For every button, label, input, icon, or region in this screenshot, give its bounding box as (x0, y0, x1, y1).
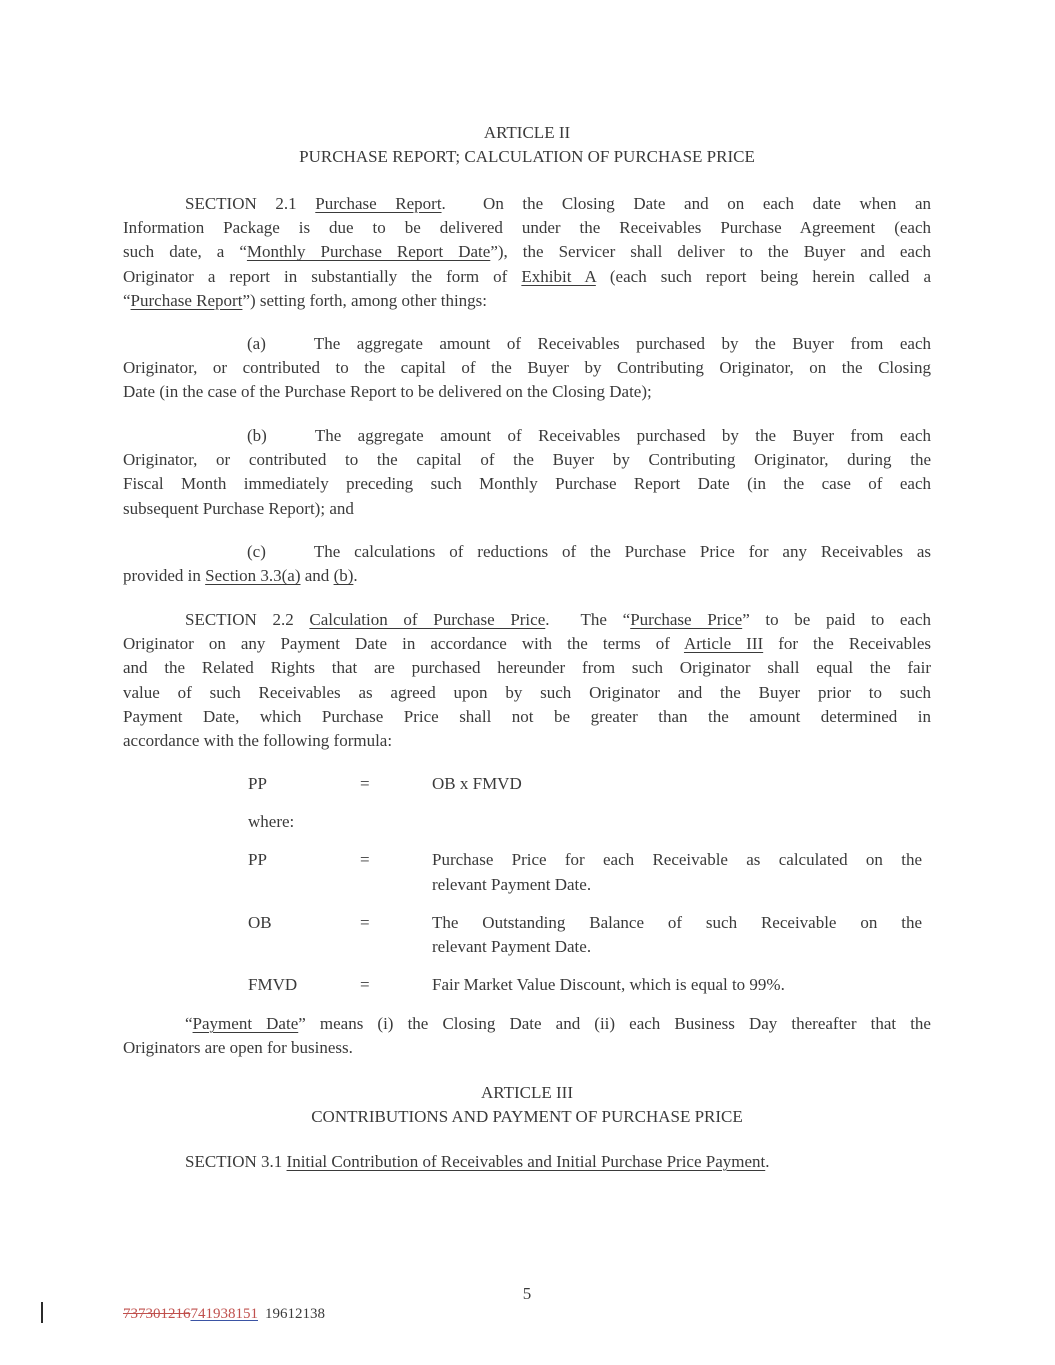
text-line (123, 497, 931, 521)
underlined-text: Monthly Purchase Report Date (246, 242, 491, 262)
text-segment: Date (in the case of the Purchase Report to be delivered on the Closing Date); (123, 382, 652, 402)
text-segment: ARTICLE II (483, 123, 571, 142)
text-segment: Payment Date, which Purchase Price shall not be greater than the amount determined in (123, 706, 931, 726)
text-line (123, 240, 931, 264)
text-segment: Originator on any Payment Date in accordance with the terms of (123, 634, 684, 654)
text-segment: “ (185, 1014, 193, 1033)
text-line (123, 608, 931, 632)
text-line (123, 356, 931, 380)
text-segment: SECTION 3.1 (185, 1152, 287, 1171)
underlined-text: Purchase Report (130, 290, 243, 310)
text-line (123, 705, 931, 729)
text-segment: ARTICLE III (481, 1083, 573, 1102)
formula-definition (432, 911, 922, 959)
text-line (123, 540, 931, 564)
text-line (123, 729, 931, 753)
formula-term: where: (248, 812, 295, 832)
text-line (123, 1105, 931, 1129)
text-line (123, 472, 931, 496)
text-segment: (each such report being herein called a (595, 266, 932, 286)
formula-definition (432, 848, 922, 896)
page-number: 5 (522, 1284, 532, 1303)
text-segment: (b) (247, 426, 267, 445)
underlined-text: Initial Contribution of Receivables and Initial Purchase Price Payment (286, 1152, 766, 1171)
inserted-document-id: 741938151 (190, 1306, 258, 1322)
text-segment: . (765, 1152, 770, 1171)
equals-sign: = (360, 912, 370, 932)
article-iii-heading (123, 1081, 931, 1129)
text-segment: . (353, 566, 358, 586)
text-line (123, 1012, 931, 1036)
text-segment: . On the Closing Date and on each date when an (441, 194, 932, 213)
underlined-text: Calculation of Purchase Price (309, 610, 546, 629)
purchase-price-formula-block (248, 772, 928, 997)
formula-term: OB (248, 912, 272, 932)
text-segment: for the Receivables (763, 634, 931, 654)
formula-term: PP (248, 774, 267, 793)
formula-term: PP (248, 850, 267, 870)
section-2-2-paragraph (123, 608, 931, 753)
underlined-text: (b) (333, 566, 354, 586)
text-segment: ” means (i) the Closing Date and (ii) each Business Day thereafter that the (298, 1014, 931, 1033)
text-segment: ”) setting forth, among other things: (242, 290, 488, 310)
text-segment: (a) (247, 334, 266, 353)
document-id-line (123, 1306, 325, 1323)
text-line: The Outstanding Balance of such Receivable on the (432, 912, 922, 932)
text-segment: accordance with the following formula: (123, 731, 393, 751)
text-line (123, 121, 931, 145)
text-line: OB x FMVD (432, 774, 522, 793)
text-segment: Originator, or contributed to the capital of the Buyer by Contributing Originator, during the (123, 450, 931, 470)
text-line (123, 1036, 931, 1060)
text-segment: Fiscal Month immediately preceding such Monthly Purchase Report Date (in the case of each (123, 474, 931, 494)
text-segment: Originator, or contributed to the capital of the Buyer by Contributing Originator, on the Closing (123, 358, 931, 378)
deleted-document-id: 737301216 (123, 1306, 191, 1322)
formula-row (248, 848, 928, 896)
equals-sign: = (360, 850, 370, 870)
document-id: 19612138 (265, 1306, 325, 1322)
section-2-1-paragraph (123, 192, 931, 313)
text-segment: ” to be paid to each (742, 610, 932, 629)
subsection-b-paragraph (123, 424, 931, 521)
underlined-text: Purchase Report (315, 194, 442, 213)
text-segment: . The “ (545, 610, 631, 629)
text-segment: Originators are open for business. (123, 1038, 353, 1058)
text-segment: subsequent Purchase Report); and (123, 498, 354, 518)
text-line: Fair Market Value Discount, which is equal to 99%. (432, 975, 785, 995)
formula-row (248, 810, 928, 834)
subsection-a-paragraph (123, 332, 931, 405)
text-segment: Information Package is due to be delivered under the Receivables Purchase Agreement (each (123, 218, 931, 238)
text-line (123, 448, 931, 472)
text-line (123, 1081, 931, 1105)
text-segment: and (300, 566, 334, 586)
underlined-text: Article III (683, 634, 764, 654)
text-line (123, 265, 931, 289)
underlined-text: Payment Date (192, 1014, 299, 1033)
text-segment: The aggregate amount of Receivables purchased by the Buyer from each (314, 426, 931, 445)
text-line (123, 289, 931, 313)
formula-term: FMVD (248, 975, 298, 995)
formula-row (248, 911, 928, 959)
text-line (123, 192, 931, 216)
text-segment: ”), the Servicer shall deliver to the Buyer and each (490, 242, 931, 262)
underlined-text: Section 3.3(a) (205, 566, 301, 586)
text-line (123, 424, 931, 448)
section-3-1-paragraph (123, 1150, 931, 1174)
text-segment: “ (123, 290, 131, 310)
text-segment: and the Related Rights that are purchased hereunder from such Originator shall equal the fair (123, 658, 931, 678)
payment-date-definition-paragraph (123, 1012, 931, 1060)
formula-row (248, 973, 928, 997)
text-segment: SECTION 2.1 (185, 194, 316, 213)
underlined-text: Exhibit A (521, 266, 596, 286)
change-bar (41, 1302, 43, 1323)
text-segment: provided in (123, 566, 206, 586)
text-segment: CONTRIBUTIONS AND PAYMENT OF PURCHASE PRICE (311, 1107, 743, 1127)
text-line: Purchase Price for each Receivable as calculated on the (432, 850, 922, 870)
formula-row (248, 772, 928, 796)
article-ii-heading (123, 121, 931, 169)
text-segment: such date, a “ (123, 242, 247, 262)
formula-definition (432, 772, 922, 796)
text-segment: The aggregate amount of Receivables purchased by the Buyer from each (313, 334, 931, 353)
text-segment: (c) (247, 542, 266, 561)
text-segment: SECTION 2.2 (185, 610, 310, 629)
text-line (123, 564, 931, 588)
subsection-c-paragraph (123, 540, 931, 588)
text-segment: Originator a report in substantially the form of (123, 266, 522, 286)
text-line (123, 145, 931, 169)
text-line (123, 380, 931, 404)
formula-definition (432, 973, 922, 997)
text-line (123, 216, 931, 240)
text-line (123, 681, 931, 705)
equals-sign: = (360, 774, 370, 793)
equals-sign: = (360, 975, 370, 995)
text-line (123, 656, 931, 680)
underlined-text: Purchase Price (630, 610, 743, 629)
text-segment: The calculations of reductions of the Purchase Price for any Receivables as (313, 542, 931, 561)
text-segment: value of such Receivables as agreed upon by such Originator and the Buyer prior to such (123, 682, 931, 702)
text-line (123, 632, 931, 656)
text-line (123, 332, 931, 356)
text-line: relevant Payment Date. (432, 874, 592, 894)
text-line (123, 1150, 931, 1174)
text-line: relevant Payment Date. (432, 937, 592, 957)
text-segment: PURCHASE REPORT; CALCULATION OF PURCHASE PRICE (299, 147, 755, 167)
